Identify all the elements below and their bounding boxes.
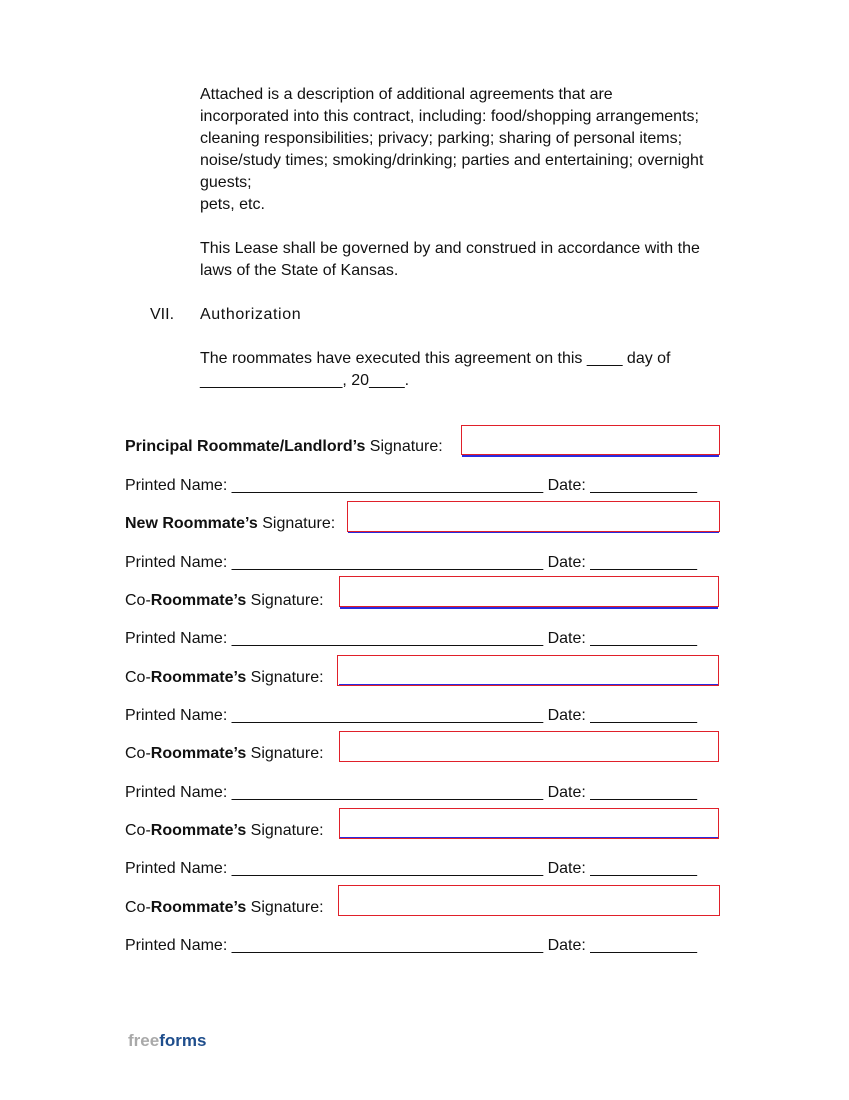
- text-line: cleaning responsibilities; privacy; parking; sharing of personal items;: [200, 130, 683, 147]
- co-roommate-signature-label: [125, 743, 324, 765]
- co-roommate-signature-field[interactable]: [339, 576, 719, 607]
- signature-word: Signature:: [246, 745, 324, 762]
- signature-word: Signature:: [246, 592, 324, 609]
- signature-word: Signature:: [365, 438, 443, 455]
- printed-name-line: Printed Name: ___________________________________ Date: ____________: [125, 707, 698, 724]
- signature-word: Signature:: [246, 669, 324, 686]
- signature-underline: [462, 455, 719, 457]
- printed-name-line: Printed Name: ___________________________________ Date: ____________: [125, 860, 698, 877]
- co-prefix: Co-: [125, 745, 151, 762]
- text-line: incorporated into this contract, including: food/shopping arrangements;: [200, 108, 699, 125]
- co-roommate-signature-label: [125, 820, 324, 842]
- signature-word: Signature:: [246, 899, 324, 916]
- principal-signature-label: [125, 436, 443, 458]
- co-roommate-signature-label: [125, 897, 324, 919]
- text-line: The roommates have executed this agreement on this ____ day of: [200, 350, 671, 367]
- co-roommate-signature-field[interactable]: [338, 885, 720, 916]
- new-roommate-role: New Roommate’s: [125, 515, 258, 532]
- signature-word: Signature:: [246, 822, 324, 839]
- co-roommate-signature-field[interactable]: [337, 655, 719, 686]
- co-roommate-signature-field[interactable]: [339, 808, 719, 839]
- co-roommate-signature-label: [125, 590, 324, 612]
- co-prefix: Co-: [125, 822, 151, 839]
- authorization-paragraph: [200, 348, 740, 392]
- text-line: guests;: [200, 174, 252, 191]
- text-line: pets, etc.: [200, 196, 265, 213]
- text-line: ________________, 20____.: [200, 372, 410, 389]
- printed-name-line: Printed Name: ___________________________________ Date: ____________: [125, 630, 698, 647]
- co-roommate-role: Roommate’s: [150, 822, 247, 839]
- signature-underline: [340, 607, 718, 609]
- co-prefix: Co-: [125, 899, 151, 916]
- co-roommate-role: Roommate’s: [150, 899, 247, 916]
- signature-word: Signature:: [257, 515, 336, 532]
- logo-part-free: free: [128, 1031, 160, 1050]
- co-prefix: Co-: [125, 592, 151, 609]
- co-roommate-signature-label: [125, 667, 324, 689]
- printed-name-line: Printed Name: ___________________________________ Date: ____________: [125, 937, 698, 954]
- new-roommate-signature-field[interactable]: [347, 501, 720, 532]
- co-roommate-signature-field[interactable]: [339, 731, 719, 762]
- co-prefix: Co-: [125, 669, 151, 686]
- co-roommate-role: Roommate’s: [150, 592, 247, 609]
- printed-name-line: Printed Name: ___________________________________ Date: ____________: [125, 554, 698, 571]
- co-roommate-role: Roommate’s: [150, 745, 247, 762]
- freeforms-logo: [128, 1030, 206, 1052]
- section-title: Authorization: [200, 306, 302, 323]
- additional-agreements-paragraph: [200, 84, 740, 216]
- new-roommate-signature-label: [125, 513, 335, 535]
- printed-name-line: Printed Name: ___________________________________ Date: ____________: [125, 784, 698, 801]
- governing-law-paragraph: [200, 238, 740, 282]
- text-line: noise/study times; smoking/drinking; parties and entertaining; overnight: [200, 152, 704, 169]
- principal-signature-field[interactable]: [461, 425, 720, 455]
- text-line: Attached is a description of additional agreements that are: [200, 86, 613, 103]
- co-roommate-role: Roommate’s: [150, 669, 247, 686]
- section-number: VII.: [150, 306, 175, 323]
- printed-name-line: Printed Name: ___________________________________ Date: ____________: [125, 477, 698, 494]
- text-line: This Lease shall be governed by and construed in accordance with the: [200, 240, 700, 257]
- principal-role: Principal Roommate/Landlord’s: [125, 438, 366, 455]
- logo-part-forms: forms: [159, 1031, 207, 1050]
- text-line: laws of the State of Kansas.: [200, 262, 399, 279]
